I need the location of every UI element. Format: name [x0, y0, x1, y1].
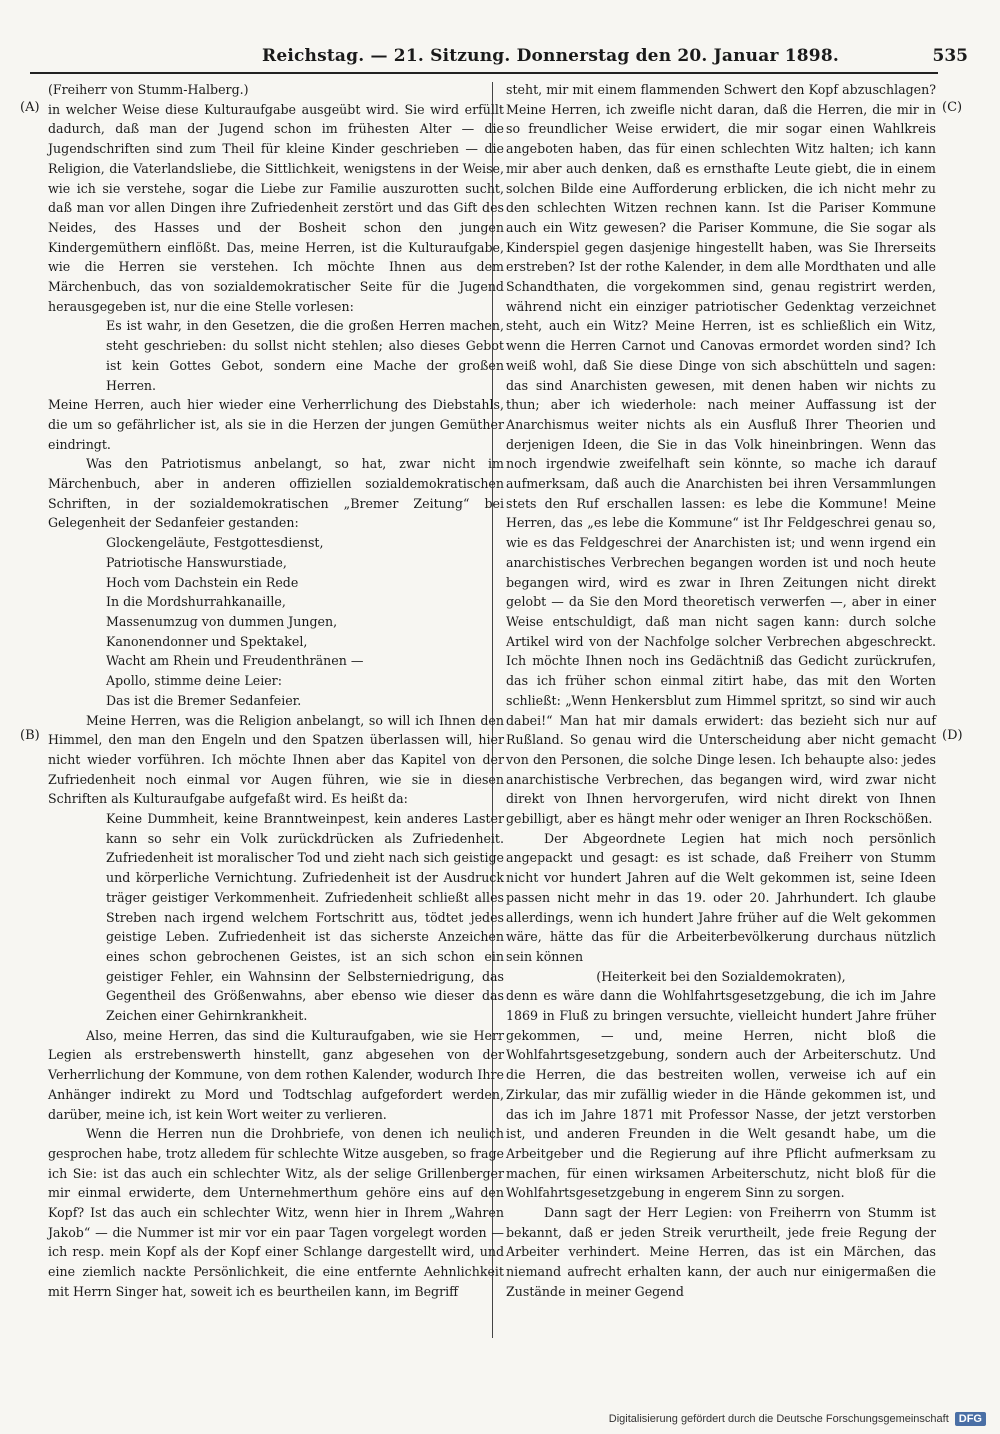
margin-mark-c: (C): [942, 100, 963, 115]
right-column: [506, 80, 936, 1302]
verse-line: In die Mordshurrahkanaille,: [106, 594, 286, 610]
paragraph: Meine Herren, auch hier wieder eine Verherrlichung des Diebstahls, die um so gefährlicher ist, als sie in die Herzen der jungen Gemüther eindringt.: [48, 397, 504, 452]
speaker-label: (Freiherr von Stumm-Halberg.): [48, 82, 249, 97]
paragraph: Also, meine Herren, das sind die Kulturaufgaben, wie sie Herr Legien als erstrebenswerth hinstellt, ganz abgesehen von der Verherrlichung der Kommune, von dem rothen Kalender, wodurch Ihre Anhänger indirekt zu Mord und Todtschlag aufgefordert werden, darüber, meine ich, ist kein Wort weiter zu verlieren.: [48, 1027, 504, 1122]
quotation: Keine Dummheit, keine Branntweinpest, kein anderes Laster kann so sehr ein Volk zurückdrücken als Zufriedenheit. Zufriedenheit ist moralischer Tod und zieht nach sich geistige und körperliche Vernichtung. Zufriedenheit ist der Ausdruck träger geistiger Verkommenheit. Zufriedenheit schließt alles Streben nach irgend welchem Fortschritt aus, tödtet jedes geistige Leben. Zufriedenheit ist das sicherste Anzeichen eines schon gebrochenen Geistes, ist an sich schon ein geistiger Fehler, ein Wahnsinn der Selbsterniedrigung, das Gegentheil des Größenwahns, aber ebenso wie dieser das Zeichen einer Gehirnkrankheit.: [106, 811, 504, 1024]
verse-line: Glockengeläute, Festgottesdienst,: [106, 535, 324, 551]
verse-line: Patriotische Hanswurstiade,: [106, 554, 287, 570]
verse-line: Kanonendonner und Spektakel,: [106, 633, 308, 649]
page-header: [30, 42, 968, 74]
paragraph: in welcher Weise diese Kulturaufgabe ausgeübt wird. Sie wird erfüllt dadurch, daß man der Jugend schon im frühesten Alter — die Jugendschriften sind zum Theil für kleine Kinder geschrieben — die Religion, die Vaterlandsliebe, die Sittlichkeit, wenigstens in der Weise, wie ich sie verstehe, sogar die Liebe zur Familie auszurotten sucht, daß man vor allen Dingen ihre Zufriedenheit zerstört und das Gift des Neides, des Hasses und der Bosheit schon den jungen Kindergemüthern einflößt. Das, meine Herren, ist die Kulturaufgabe, wie die Herren sie verstehen. Ich möchte Ihnen aus dem Märchenbuch, das von sozialdemokratischer Seite für die Jugend herausgegeben ist, nur die eine Stelle vorlesen:: [48, 101, 504, 314]
paragraph: Dann sagt der Herr Legien: von Freiherrn von Stumm ist bekannt, daß er jeden Streik verurtheilt, jede freie Regung der Arbeiter verhindert. Meine Herren, das ist ein Märchen, das niemand aufrecht erhalten kann, der auch nur einigermaßen die Zustände in meiner Gegend: [506, 1205, 936, 1299]
paragraph: denn es wäre dann die Wohlfahrtsgesetzgebung, die ich im Jahre 1869 in Fluß zu bringen versuchte, vielleicht hundert Jahre früher gekommen, — und, meine Herren, nicht bloß die Wohlfahrtsgesetzgebung, sondern auch der Arbeiterschutz. Und die Herren, die das bestreiten wollen, verweise ich auf ein Zirkular, das mir zufällig wieder in die Hände gekommen ist, und das ich im Jahre 1871 mit Professor Nasse, der jetzt verstorben ist, und anderen Freunden in die Welt gesandt habe, um die Arbeitgeber und die Regierung auf ihre Pflicht aufmerksam zu machen, für einen wirksamen Arbeiterschutz, nicht bloß für die Wohlfahrtsgesetzgebung in engerem Sinn zu sorgen.: [506, 988, 936, 1201]
paragraph: steht, mir mit einem flammenden Schwert den Kopf abzuschlagen? Meine Herren, ich zweifle nicht daran, daß die Herren, die mir in so freundlicher Weise erwidert, die mir sogar einen Wahlkreis angeboten haben, das für einen schlechten Witz halten; ich kann mir aber auch denken, daß es ernsthafte Leute giebt, die in einem solchen Bilde eine Aufforderung erblicken, die ich nicht mehr zu den schlechten Witzen rechnen kann. Ist die Pariser Kommune auch ein Witz gewesen? die Pariser Kommune, die Sie sogar als Kinderspiel gegen dasjenige hingestellt haben, was Sie Ihrerseits erstreben? Ist der rothe Kalender, in dem alle Mordthaten und alle Schandthaten, die vorgekommen sind, genau registrirt werden, während nicht ein einziger patriotischer Gedenktag verzeichnet steht, auch ein Witz? Meine Herren, ist es schließlich ein Witz, wenn die Herren Carnot und Canovas ermordet worden sind? Ich weiß wohl, daß Sie diese Dinge von sich abschütteln und sagen: das sind Anarchisten gewesen, mit denen haben wir nichts zu thun; aber ich wiederhole: nach meiner Auffassung ist der Anarchismus weiter nichts als ein Ausfluß Ihrer Theorien und derjenigen Ideen, die Sie in das Volk hineinbringen. Wenn das noch irgendwie zweifelhaft sein könnte, so mache ich darauf aufmerksam, daß auch die Anarchisten bei ihren Versammlungen stets den Ruf erschallen lassen: es lebe die Kommune! Meine Herren, das „es lebe die Kommune“ ist Ihr Feldgeschrei genau so, wie es das Feldgeschrei der Anarchisten ist; und wenn irgend ein anarchistisches Verbrechen begangen worden ist und noch heute begangen wird, wird es zwar in Ihren Zeitungen nicht direkt gelobt — da Sie den Mord theoretisch verwerfen —, aber in einer Weise entschuldigt, daß man nicht sagen kann: durch solche Artikel wird von der Nachfolge solcher Verbrechen abgeschreckt. Ich möchte Ihnen noch ins Gedächtniß das Gedicht zurückrufen, das ich früher schon einmal zitirt habe, das mit den Worten schließt: „Wenn Henkersblut zum Himmel spritzt, so sind wir auch dabei!“ Man hat mir damals erwidert: das bezieht sich nur auf Rußland. So genau wird die Unterscheidung aber nicht gemacht von den Personen, die solche Dinge lesen. Ich behaupte also: jedes anarchistische Verbrechen, das begangen wird, wird zwar nicht direkt von Ihnen hervorgerufen, wird nicht direkt von Ihnen gebilligt, aber es hängt mehr oder weniger an Ihren Rockschößen.: [506, 82, 936, 827]
verse-line: Apollo, stimme deine Leier:: [106, 673, 282, 689]
paragraph: Meine Herren, was die Religion anbelangt, so will ich Ihnen den Himmel, den man den Engeln und den Spatzen überlassen will, hier nicht wieder vorführen. Ich möchte Ihnen aber das Kapitel von der Zufriedenheit noch einmal vor Augen führen, wie sie in diesen Schriften als Kulturaufgabe aufgefaßt wird. Es heißt da:: [48, 712, 504, 807]
running-title: Reichstag. — 21. Sitzung. Donnerstag den 20. Januar 1898.: [262, 46, 839, 66]
verse-block: [106, 533, 504, 710]
quotation: Es ist wahr, in den Gesetzen, die die großen Herren machen, steht geschrieben: du sollst nicht stehlen; also dieses Gebot ist kein Gottes Gebot, sondern eine Mache der großen Herren.: [106, 318, 504, 393]
verse-line: Das ist die Bremer Sedanfeier.: [106, 692, 302, 708]
page-number: 535: [932, 46, 968, 66]
margin-mark-d: (D): [942, 728, 963, 743]
verse-line: Hoch vom Dachstein ein Rede: [106, 574, 299, 590]
verse-line: Massenumzug von dummen Jungen,: [106, 613, 338, 629]
interjection: (Heiterkeit bei den Sozialdemokraten),: [596, 968, 846, 984]
paragraph: Der Abgeordnete Legien hat mich noch persönlich angepackt und gesagt: es ist schade, daß Freiherr von Stumm nicht vor hundert Jahren auf die Welt gekommen ist, seine Ideen passen nicht mehr in das 19. oder 20. Jahrhundert. Ich glaube allerdings, wenn ich hundert Jahre früher auf die Welt gekommen wäre, hätte das für die Arbeiterbevölkerung durchaus nützlich sein können: [506, 830, 936, 964]
paragraph: Was den Patriotismus anbelangt, so hat, zwar nicht im Märchenbuch, aber in anderen offiziellen sozialdemokratischen Schriften, in der sozialdemokratischen „Bremer Zeitung“ bei Gelegenheit der Sedanfeier gestanden:: [48, 456, 504, 531]
margin-mark-b: (B): [20, 728, 40, 743]
digitization-credit: [609, 1412, 986, 1426]
dfg-logo: DFG: [955, 1412, 986, 1426]
left-column: [48, 80, 504, 1302]
margin-mark-a: (A): [20, 100, 40, 115]
paragraph: Wenn die Herren nun die Drohbriefe, von denen ich neulich gesprochen habe, trotz alledem für schlechte Witze ausgeben, so frage ich Sie: ist das auch ein schlechter Witz, als der selige Grillenberger mir einmal erwiderte, dem Unternehmerthum gehöre eins auf den Kopf? Ist das auch ein schlechter Witz, wenn hier in Ihrem „Wahren Jakob“ — die Nummer ist mir vor ein paar Tagen vorgelegt worden — ich resp. mein Kopf als der Kopf einer Schlange dargestellt wird, und eine ziemlich nackte Persönlichkeit, die eine entfernte Aehnlichkeit mit Herrn Singer hat, soweit ich es beurtheilen kann, im Begriff: [48, 1126, 504, 1299]
credit-text: Digitalisierung gefördert durch die Deutsche Forschungsgemeinschaft: [608, 1413, 949, 1425]
verse-line: Wacht am Rhein und Freudenthränen —: [106, 653, 364, 669]
